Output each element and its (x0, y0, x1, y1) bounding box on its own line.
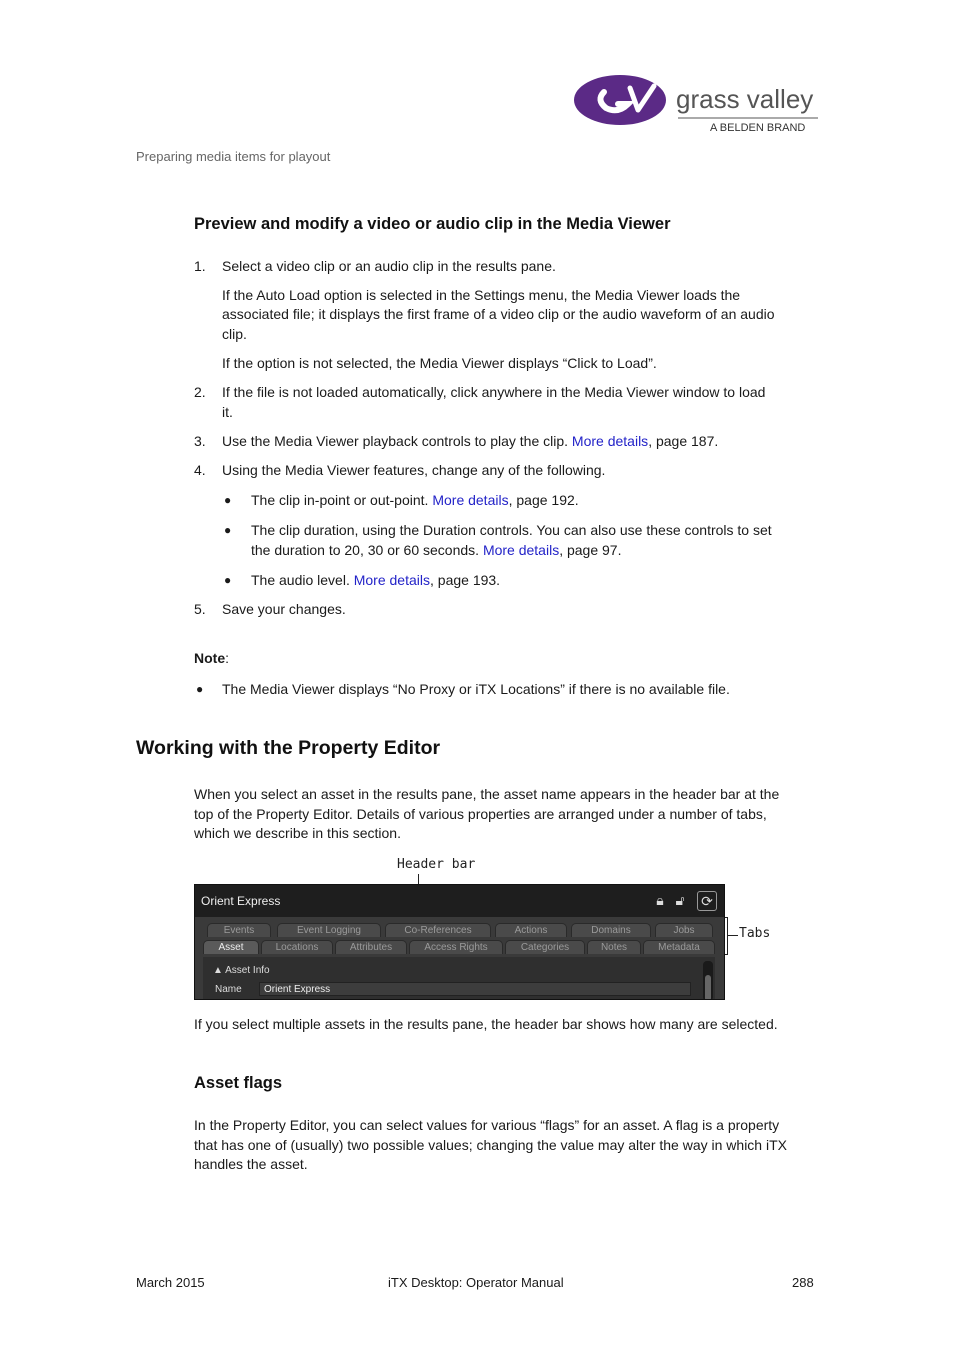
paragraph-line: which we describe in this section. (194, 825, 401, 841)
more-details-link[interactable]: More details (571, 433, 649, 449)
note-text: The Media Viewer displays “No Proxy or iTX Locations” if there is no available file. (222, 681, 730, 697)
more-details-link[interactable]: More details (482, 542, 560, 558)
step-detail-line: clip. (222, 326, 247, 342)
paragraph-line: When you select an asset in the results pane, the asset name appears in the header bar at the (194, 786, 780, 802)
bullet-line (251, 571, 500, 591)
step-number: 5. (194, 601, 206, 617)
grass-valley-logo (574, 72, 824, 134)
footer-date: March 2015 (136, 1275, 205, 1290)
tab-actions[interactable]: Actions (495, 923, 567, 937)
name-label: Name (215, 984, 242, 995)
bullet-text: The clip in-point or out-point. (251, 492, 433, 508)
step-text: If the file is not loaded automatically, click anywhere in the Media Viewer window to load (222, 384, 766, 400)
page-ref: , page 192. (508, 492, 579, 508)
bullet-text: the duration to 20, 30 or 60 seconds. (251, 542, 483, 558)
page-ref: , page 97. (559, 542, 622, 558)
property-editor-screenshot (194, 884, 725, 1000)
logo-text: grass valley (676, 84, 814, 114)
paragraph: If you select multiple assets in the results pane, the header bar shows how many are selected. (194, 1016, 778, 1032)
tab-attributes[interactable]: Attributes (335, 940, 407, 954)
bullet-line (251, 541, 621, 561)
tab-events[interactable]: Events (207, 923, 271, 937)
step-text: Select a video clip or an audio clip in the results pane. (222, 258, 556, 274)
name-field[interactable]: Orient Express (259, 982, 691, 996)
header-title: Orient Express (201, 894, 281, 908)
bullet-text: The audio level. (251, 572, 354, 588)
callout-header-bar: Header bar (397, 857, 476, 872)
running-header: Preparing media items for playout (136, 149, 331, 164)
tab-asset[interactable]: Asset (203, 940, 259, 954)
tab-locations[interactable]: Locations (261, 940, 333, 954)
paragraph-line: that has one of (usually) two possible values; changing the value may alter the way in which iTX (194, 1137, 787, 1153)
callout-line (728, 935, 738, 936)
subsection-heading: Asset flags (194, 1074, 283, 1092)
bullet-icon: ● (224, 523, 232, 537)
step-text: Use the Media Viewer playback controls to play the clip. (222, 433, 572, 449)
step-detail: If the option is not selected, the Media Viewer displays “Click to Load”. (222, 355, 657, 371)
scrollbar[interactable] (703, 961, 713, 1000)
note-label: Note: (194, 650, 230, 666)
step-text-line (222, 432, 718, 452)
step-detail-line: associated file; it displays the first frame of a video clip or the audio waveform of an audio (222, 306, 775, 322)
tab-event-logging[interactable]: Event Logging (277, 923, 381, 937)
step-detail-line: If the Auto Load option is selected in the Settings menu, the Media Viewer loads the (222, 287, 741, 303)
header-bar (195, 885, 724, 917)
step-number: 2. (194, 384, 206, 400)
step-number: 3. (194, 433, 206, 449)
asset-panel (203, 957, 715, 1000)
paragraph-line: handles the asset. (194, 1156, 308, 1172)
scrollbar-thumb[interactable] (705, 975, 711, 1000)
footer-title: iTX Desktop: Operator Manual (388, 1275, 564, 1290)
step-number: 1. (194, 258, 206, 274)
refresh-icon[interactable]: ⟳ (697, 891, 717, 911)
asset-info-section[interactable]: ▲ Asset Info (213, 965, 270, 976)
step-number: 4. (194, 462, 206, 478)
tab-row-front (195, 940, 724, 954)
step-text: Save your changes. (222, 601, 346, 617)
step-text: Using the Media Viewer features, change any of the following. (222, 462, 606, 478)
procedure-heading: Preview and modify a video or audio clip in the Media Viewer (194, 215, 671, 233)
tab-jobs[interactable]: Jobs (655, 923, 713, 937)
step-text: it. (222, 404, 233, 420)
callout-tabs: Tabs (739, 926, 771, 941)
bullet-text: The clip duration, using the Duration controls. You can also use these controls to set (251, 522, 772, 538)
tab-row-back (195, 923, 724, 937)
tab-domains[interactable]: Domains (571, 923, 651, 937)
tab-notes[interactable]: Notes (587, 940, 641, 954)
paragraph-line: In the Property Editor, you can select values for various “flags” for an asset. A flag is a property (194, 1117, 780, 1133)
unlock-icon[interactable]: 🔓︎ (675, 892, 685, 908)
collapse-icon: ▲ (213, 965, 226, 976)
tab-access-rights[interactable]: Access Rights (409, 940, 503, 954)
paragraph-line: top of the Property Editor. Details of various properties are arranged under a number of tabs, (194, 806, 767, 822)
page-ref: , page 193. (430, 572, 501, 588)
tab-categories[interactable]: Categories (505, 940, 585, 954)
lock-icon[interactable]: 🔒︎ (656, 892, 664, 908)
tab-co-references[interactable]: Co-References (385, 923, 491, 937)
bullet-line (251, 491, 579, 511)
bullet-icon: ● (224, 573, 232, 587)
more-details-link[interactable]: More details (353, 572, 430, 588)
more-details-link[interactable]: More details (432, 492, 509, 508)
logo-tagline: A BELDEN BRAND (710, 122, 806, 134)
bullet-icon: ● (196, 682, 204, 696)
bullet-icon: ● (224, 493, 232, 507)
footer-page-number: 288 (792, 1275, 814, 1290)
tab-metadata[interactable]: Metadata (643, 940, 715, 954)
section-heading: Working with the Property Editor (136, 737, 441, 759)
page-ref: , page 187. (648, 433, 719, 449)
